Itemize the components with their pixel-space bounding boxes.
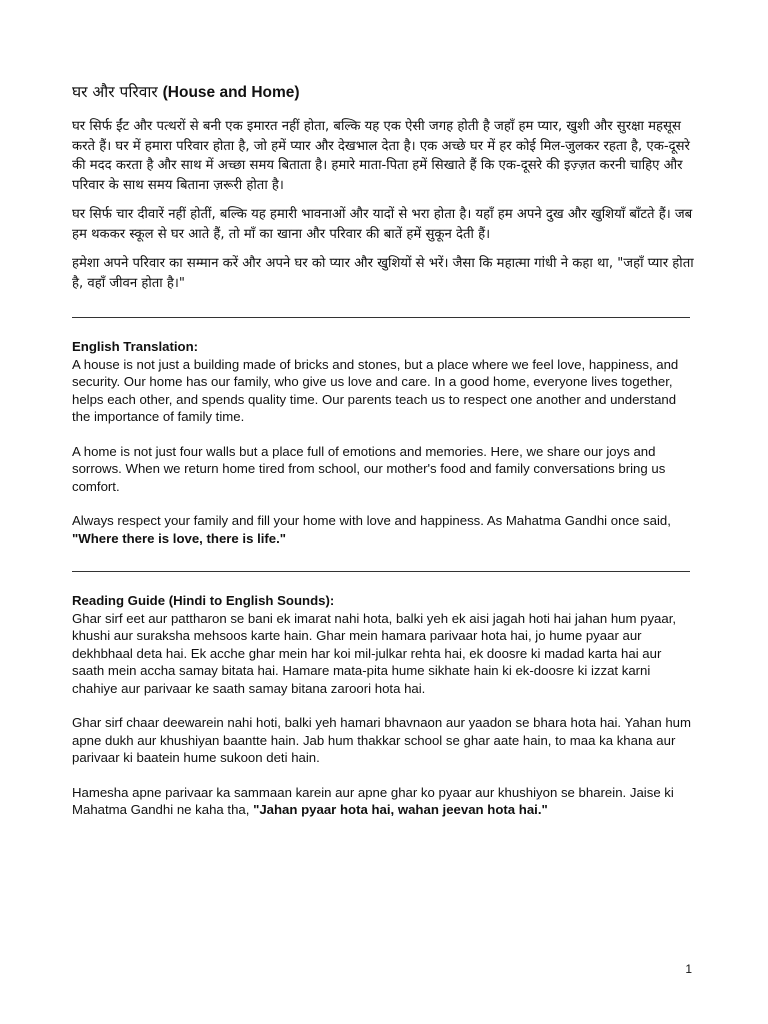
english-paragraph-2: A home is not just four walls but a place full of emotions and memories. Here, we share our joys and sorrows. When we return home tired from school, our mother's food and family conversations bring us comfort.: [72, 443, 666, 494]
hindi-paragraph-2: घर सिर्फ चार दीवारें नहीं होतीं, बल्कि यह हमारी भावनाओं और यादों से भरा होता है। यहाँ हम अपने दुख और खुशियाँ बाँटते हैं। जब हम थककर स्कूल से घर आते हैं, तो माँ का खाना और परिवार की बातें हमें सुकून देती हैं।: [72, 207, 693, 242]
english-paragraph-3-text: Always respect your family and fill your home with love and happiness. As Mahatma Gandhi once said,: [72, 513, 671, 528]
english-translation-heading: English Translation:: [72, 339, 199, 354]
english-paragraph-1: A house is not just a building made of bricks and stones, but a place where we feel love, happiness, and security. Our home has our family, who give us love and care. In a good home, everyone lives together, helps each other, and spends quality time. Our parents teach us to respect one another and understand the importance of family time.: [72, 356, 679, 424]
document-page: [72, 80, 697, 836]
document-title: [72, 80, 697, 105]
english-paragraph-3: [72, 512, 697, 547]
page-number: 1: [685, 962, 692, 976]
reading-guide-paragraph-3: [72, 784, 697, 819]
section-divider: [72, 571, 690, 572]
reading-guide-paragraph-2: Ghar sirf chaar deewarein nahi hoti, balki yeh hamari bhavnaon aur yaadon se bhara hota hai. Yahan hum apne dukh aur khushiyan baantte hain. Jab hum thakkar school se ghar aate hain, to maa ka khana aur parivaar ki baatein hume sukoon deti hain.: [72, 715, 691, 765]
reading-guide-paragraph-1: Ghar sirf eet aur pattharon se bani ek imarat nahi hota, balki yeh ek aisi jagah hoti hai jahan hum pyaar, khushi aur suraksha mehsoos karte hain. Ghar mein hamara parivaar hota hai, jo hume pyaar aur dekhbhaal deta hai. Ek acche ghar mein har koi mil-julkar rehta hai, ek doosre ki madad karta hai aur saath mein accha samay bitata hai. Hamare mata-pita hume sikhate hain ki ek-doosre ki izzat karni chahiye aur parivaar ke saath samay bitana zaroori hota hai.: [72, 610, 677, 696]
title-hindi: घर और परिवार: [72, 83, 158, 101]
gandhi-quote-transliterated: "Jahan pyaar hota hai, wahan jeevan hota hai.": [253, 802, 548, 817]
hindi-paragraph-1: घर सिर्फ ईंट और पत्थरों से बनी एक इमारत नहीं होता, बल्कि यह एक ऐसी जगह होती है जहाँ हम प्यार, खुशी और सुरक्षा महसूस करते हैं। घर में हमारा परिवार होता है, जो हमें प्यार और देखभाल देता है। एक अच्छे घर में हर कोई मिल-जुलकर रहता है, एक-दूसरे की मदद करता है और साथ में अच्छा समय बिताता है। हमारे माता-पिता हमें सिखाते हैं कि एक-दूसरे की इज़्ज़त करनी चाहिए और परिवार के साथ समय बिताना ज़रूरी होता है।: [72, 119, 690, 193]
title-english: (House and Home): [162, 84, 300, 101]
hindi-paragraph-3: हमेशा अपने परिवार का सम्मान करें और अपने घर को प्यार और खुशियों से भरें। जैसा कि महात्मा गांधी ने कहा था, "जहाँ प्यार होता है, वहाँ जीवन होता है।": [72, 256, 694, 291]
reading-guide-paragraph-3-text: Hamesha apne parivaar ka sammaan karein aur apne ghar ko pyaar aur khushiyon se bharein. Jaise ki Mahatma Gandhi ne kaha tha,: [72, 784, 674, 817]
reading-guide-heading: Reading Guide (Hindi to English Sounds):: [72, 593, 335, 608]
section-divider: [72, 317, 690, 318]
gandhi-quote-english: "Where there is love, there is life.": [72, 530, 287, 546]
